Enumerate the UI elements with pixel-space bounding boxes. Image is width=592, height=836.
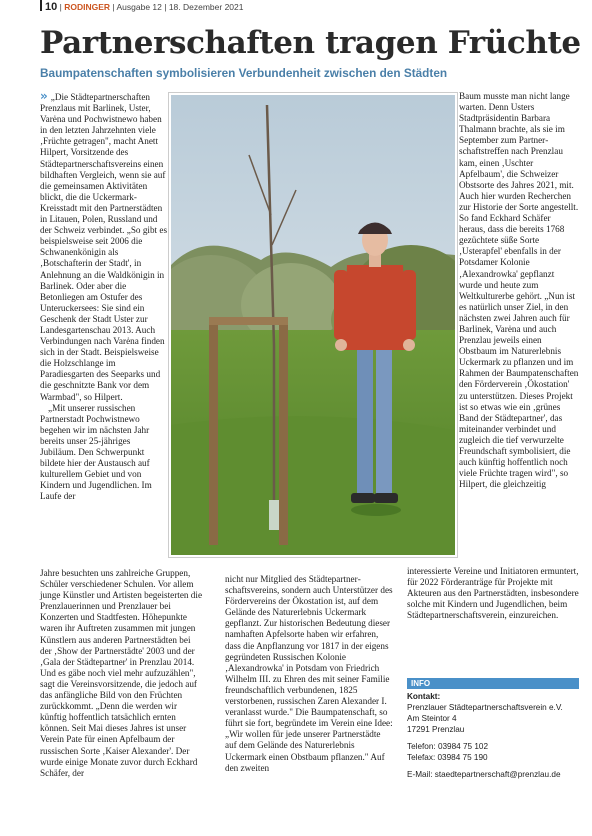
date: 18. Dezember 2021 xyxy=(168,2,244,12)
paragraph-3: Jahre besuchten uns zahlreiche Gruppen, Schüler verschiedener Schulen. Vor allem junge Künstler und Artisten begeisterten die Prenzlauerinnen und Prenzlauer bei Konzerten und Stadtfesten. Höhepunkte waren ihr Auftreten zusammen mit jungen Künstlern aus anderen Partnerstädten bei der ‚Show der Partnerstädte' 2003 und der ‚Gala der Städtepartner' in Prenzlau 2014. Und es gäbe noch viel mehr aufzuzählen", sagt die Vereinsvorsitzende, die jedoch auf das anfängliche Bild von den Früchten zurückkommt. „Denn die werden wir künftig hoffentlich tatsächlich ernten können. Seit Mai dieses Jahres ist unser Verein Pate für einen Apfelbaum der russischen Sorte ‚Kaiser Alexander'. Der wurde einige Monate zuvor durch Eckhard Schäfer, der xyxy=(40,568,203,778)
article-subtitle: Baumpatenschaften symbolisieren Verbundenheit zwischen den Städten xyxy=(40,66,448,80)
column-1-continued xyxy=(40,568,204,779)
contact-city: 17291 Prenzlau xyxy=(407,725,465,734)
page-number: 10 xyxy=(45,1,58,13)
column-1 xyxy=(40,91,168,502)
photo-man-with-apple-tree xyxy=(171,95,455,555)
column-3-continued xyxy=(407,566,579,621)
contact-fax: Telefax: 03984 75 190 xyxy=(407,753,488,762)
paragraph-2: „Mit unserer russischen Partnerstadt Pochwistnewo begehen wir im nächsten Jahr bereits unser 25-jähriges Jubiläum. Den Schwerpunkt bildete hier der Austausch auf kulturellem Gebiet und von Kindern und Jugendlichen. Im Laufe der xyxy=(40,402,152,502)
contact-phone: Telefon: 03984 75 102 xyxy=(407,742,489,751)
header-bar xyxy=(40,0,42,11)
paragraph-4: nicht nur Mitglied des Städtepartnerschaftsvereins, sondern auch Unterstützer des Fördervereins der Ökostation ist, auf dem Gelände des Naturerlebnis Uckermark gepflanzt. Zur historischen Bedeutung dieser namhaften Apfelsorte haben wir erfahren, dass die Anpflanzung vor 1817 in der eigens gegründeten Russischen Kolonie ‚Alexandrowka' in Potsdam von Friedrich Wilhelm III. zu Ehren des mit seiner Familie freundschaftlich verbundenen, 1825 verstorbenen, russischen Zaren Alexander I. veranlasst wurde." Die Baumpatenschaft, so führt sie fort, begründete im Verein eine Idee: „Wir wollen für jede unserer Partnerstädte auf dem Gelände des Naturerlebnis Uckermark einen Obstbaum pflanzen." Auf den zweiten xyxy=(225,574,393,773)
page-header: 10 | RODINGER | Ausgabe 12 | 18. Dezember 2021 xyxy=(40,0,580,12)
article-photo xyxy=(169,93,457,557)
info-heading: INFO xyxy=(407,678,579,689)
column-2 xyxy=(225,574,393,774)
paragraph-1: » „Die Städtepartnerschaften Prenzlaus mit Barlinek, Uster, Varėna und Pochwistnewo haben in den letzten Jahrzehnten viele ‚Früchte getragen", macht Anett Hilpert, Vorsitzende des Städtepartnerschaftsvereins einen bildhaften Vergleich, wenn sie auf die gemeinsamen Aktivitäten blickt, die die Uckermark-Kreisstadt mit den Partnerstädten in Litauen, Polen, Russland und der Schweiz verbindet. „So gibt es beispielsweise seit 2006 die Schwanenkönigin als ‚Botschafterin der Stadt', in Anlehnung an die Waldkönigin in Barlinek. Oder aber die Betonliegen am Ostufer des Unteruckersees: Sie sind ein Geschenk der Stadt Uster zur Landesgartenschau 2013. Auch Verbindungen nach Varėna finden sich in der Stadt. Beispielsweise die Holzschlange im Paradiesgarten des Seeparks und die geschnitzte Bank vor dem Warmbad", so Hilpert. xyxy=(40,89,168,402)
issue: Ausgabe 12 xyxy=(116,2,162,12)
brand-name: RODINGER xyxy=(64,2,111,12)
paragraph-6: interessierte Vereine und Initiatoren ermuntert, für 2022 Förderanträge für Projekte mit Akteuren aus den Partnerstädten, insbesondere solche mit Kindern und Jugendlichen, beim Städtepartnerschaftsverein, einzureichen. xyxy=(407,566,579,621)
info-box xyxy=(407,678,579,780)
paragraph-5: Baum musste man nicht lange warten. Denn Usters Stadtpräsidentin Barbara Thalmann brachte, als sie im September zum Partnerschaftstreffen nach Prenzlau kam, einen ‚Uschter Apfelbaum', die Schweizer Obstsorte des Jahres 2021, mit. Auch hier wurden Recherchen zur Historie der Sorte angestellt. So fand Eckhard Schäfer heraus, dass die bereits 1768 gezüchtete süße Sorte ‚Usterapfel' ebenfalls in der Potsdamer Kolonie ‚Alexandrowka' gepflanzt wurde und heute zum Weltkulturerbe gehört. „Nun ist es natürlich unser Ziel, in den nächsten zwei Jahren auch für Barlinek, Varėna und auch Prenzlau jeweils einen Obstbaum im Naturerlebnis Uckermark zu pflanzen und im Rahmen der Baumpatenschaften den Förderverein ‚Ökostation' zu unterstützen. Dieses Projekt ist so etwas wie ein ‚grünes Band der Städtepartner', das miteinander verbindet und zugleich die tief verwurzelte Freundschaft symbolisiert, die auch künftig hoffentlich noch viele Früchte tragen wird", so Hilpert, die gleichzeitig xyxy=(459,91,579,490)
contact-email[interactable]: E-Mail: staedtepartnerschaft@prenzlau.de xyxy=(407,770,561,779)
column-3 xyxy=(459,91,579,490)
article-title: Partnerschaften tragen Früchte xyxy=(40,25,581,61)
quote-marker-icon: » xyxy=(40,89,48,103)
contact-org: Prenzlauer Städtepartnerschaftsverein e.V. xyxy=(407,703,563,712)
contact-label: Kontakt: xyxy=(407,692,441,701)
contact-street: Am Steintor 4 xyxy=(407,714,457,723)
